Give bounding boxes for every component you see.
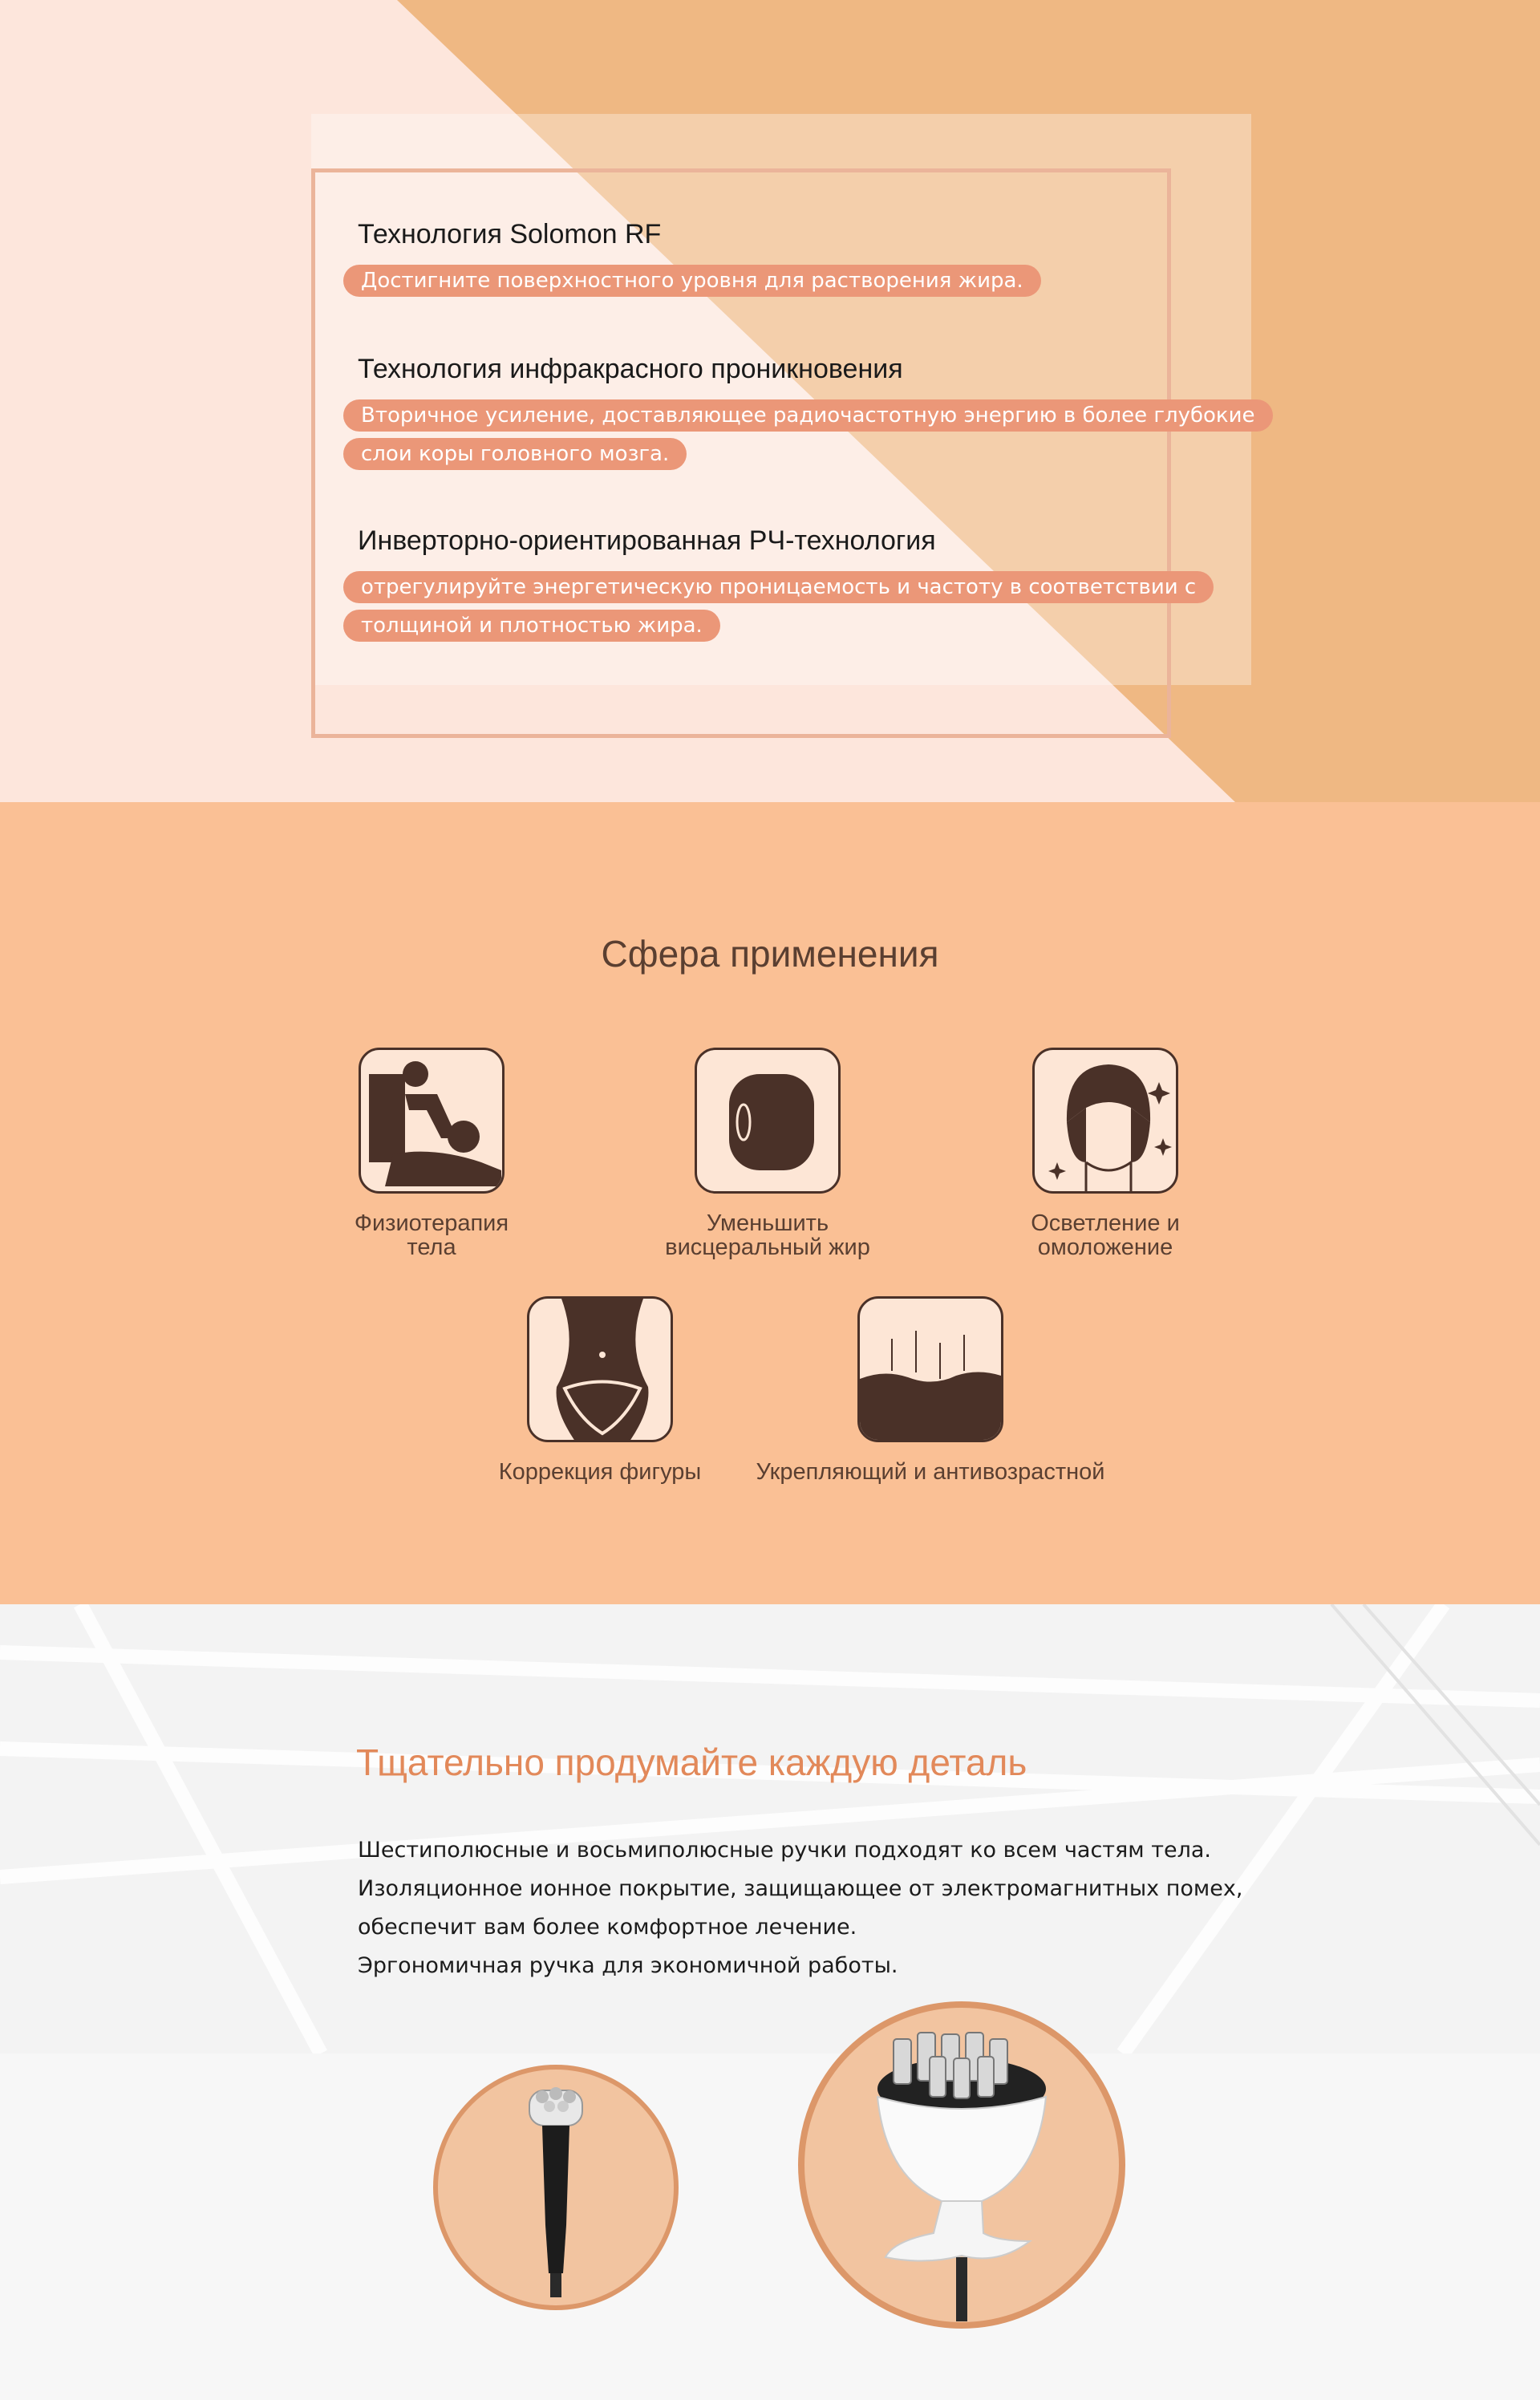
details-line: Изоляционное ионное покрытие, защищающее от электромагнитных помех, — [358, 1876, 1243, 1901]
details-section — [0, 1604, 1540, 2400]
massage-icon — [359, 1048, 505, 1194]
tech-item-inverter — [343, 525, 1234, 648]
application-label-line: висцеральный жир — [665, 1234, 870, 1260]
applications-section — [0, 802, 1540, 1604]
tech-title: Инверторно-ориентированная РЧ-технология — [358, 525, 936, 556]
tech-description — [343, 571, 1234, 648]
application-item-body-shape — [424, 1296, 776, 1484]
six-pole-handle-image — [433, 2065, 679, 2310]
application-label — [591, 1211, 944, 1259]
application-label-line: Коррекция фигуры — [498, 1459, 702, 1485]
body-shape-icon — [527, 1296, 673, 1442]
tech-title: Технология инфракрасного проникновения — [358, 354, 903, 384]
application-label-line: Уменьшить — [706, 1210, 829, 1236]
application-label-line: омоложение — [1037, 1234, 1173, 1260]
tech-item-infrared — [343, 353, 1255, 476]
tech-description-line: отрегулируйте энергетическую проницаемость и частоту в соответствии с — [343, 571, 1214, 603]
skin-firming-icon — [857, 1296, 1003, 1442]
application-item-rejuvenation — [929, 1048, 1282, 1259]
details-text — [358, 1831, 1242, 1985]
tech-item-solomon — [343, 218, 1234, 303]
tech-title: Технология Solomon RF — [358, 219, 662, 249]
details-title: Тщательно продумайте каждую деталь — [356, 1741, 1027, 1783]
face-glow-icon — [1032, 1048, 1178, 1194]
application-label — [424, 1460, 776, 1484]
tech-description-line: толщиной и плотностью жира. — [343, 610, 720, 642]
application-label — [754, 1460, 1107, 1484]
details-line: Эргономичная ручка для экономичной работы. — [358, 1953, 898, 1978]
application-label-line: Физиотерапия — [354, 1210, 509, 1236]
application-item-physio — [255, 1048, 608, 1259]
eight-pole-handle-image — [797, 2001, 1126, 2329]
tech-description-line: Достигните поверхностного уровня для растворения жира. — [343, 265, 1041, 297]
application-label — [255, 1211, 608, 1259]
applications-title: Сфера применения — [601, 933, 939, 975]
application-label-line: Укрепляющий и антивозрастной — [756, 1459, 1105, 1485]
tech-description — [343, 265, 1234, 303]
details-line: обеспечит вам более комфортное лечение. — [358, 1915, 857, 1940]
visceral-fat-icon — [695, 1048, 841, 1194]
application-item-firming — [754, 1296, 1107, 1484]
application-label — [929, 1211, 1282, 1259]
tech-description — [343, 399, 1255, 476]
application-item-visceral — [591, 1048, 944, 1259]
details-line: Шестиполюсные и восьмиполюсные ручки подходят ко всем частям тела. — [358, 1838, 1211, 1863]
technology-section — [0, 0, 1540, 802]
application-label-line: Осветление и — [1031, 1210, 1180, 1236]
tech-description-line: слои коры головного мозга. — [343, 438, 687, 470]
application-label-line: тела — [407, 1234, 456, 1260]
tech-description-line: Вторичное усиление, доставляющее радиочастотную энергию в более глубокие — [343, 399, 1273, 432]
room-background — [0, 1604, 1540, 2400]
